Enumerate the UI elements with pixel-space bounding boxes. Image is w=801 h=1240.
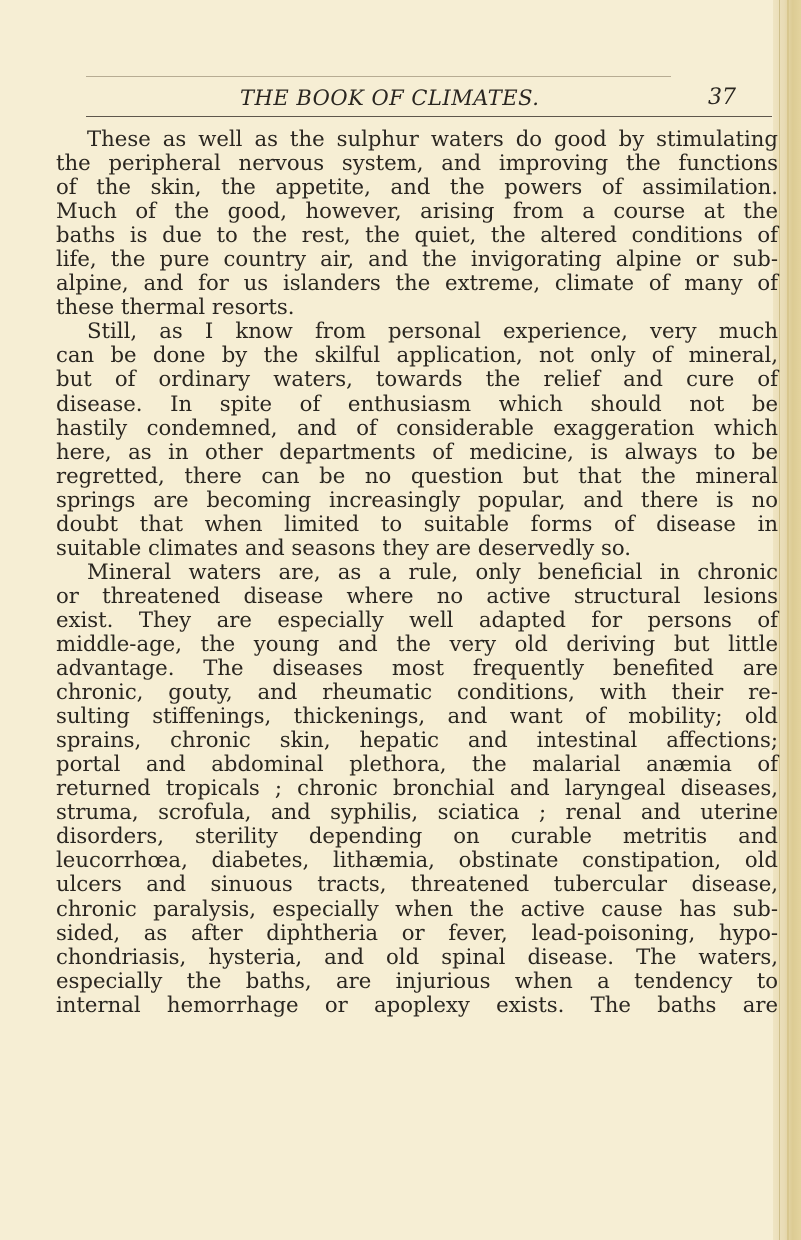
text-line: can be done by the skilful application, not only of mineral, — [56, 342, 778, 368]
text-line: alpine, and for us islanders the extreme, climate of many of — [56, 270, 778, 296]
text-line: but of ordinary waters, towards the relief and cure of — [56, 366, 778, 392]
text-line: these thermal resorts. — [56, 294, 295, 320]
body-text — [56, 127, 778, 1017]
text-line: advantage. The diseases most frequently benefited are — [56, 655, 778, 681]
text-line: of the skin, the appetite, and the powers of assimilation. — [56, 174, 778, 200]
text-line: returned tropicals ; chronic bronchial and laryngeal diseases, — [56, 775, 778, 801]
text-line: disorders, sterility depending on curable metritis and — [56, 823, 778, 849]
page-header — [86, 82, 772, 117]
text-line: chronic paralysis, especially when the active cause has sub- — [56, 895, 778, 921]
text-line: here, as in other departments of medicine, is always to be — [56, 438, 778, 464]
text-line: These as well as the sulphur waters do good by stimulating — [87, 126, 778, 151]
text-line: exist. They are especially well adapted for persons of — [56, 606, 778, 632]
text-line: chondriasis, hysteria, and old spinal disease. The waters, — [56, 943, 778, 969]
text-line: or threatened disease where no active structural lesions — [56, 582, 778, 608]
text-line: springs are becoming increasingly popular, and there is no — [56, 486, 778, 512]
text-line: doubt that when limited to suitable forms of disease in — [56, 510, 778, 536]
text-line: internal hemorrhage or apoplexy exists. The baths are — [56, 991, 778, 1017]
text-line: Still, as I know from personal experience, very much — [87, 318, 778, 344]
text-line: disease. In spite of enthusiasm which should not be — [56, 390, 778, 416]
text-line: chronic, gouty, and rheumatic conditions, with their re- — [56, 679, 778, 705]
text-line: especially the baths, are injurious when a tendency to — [56, 967, 778, 993]
text-line: struma, scrofula, and syphilis, sciatica ; renal and uterine — [56, 799, 778, 825]
text-line: hastily condemned, and of considerable exaggeration which — [56, 414, 778, 440]
text-line: sprains, chronic skin, hepatic and intestinal affections; — [56, 727, 778, 753]
text-line: leucorrhœa, diabetes, lithæmia, obstinate constipation, old — [56, 847, 778, 873]
text-line: suitable climates and seasons they are deservedly so. — [56, 534, 631, 560]
header-top-rule — [86, 76, 671, 77]
text-line: portal and abdominal plethora, the malarial anæmia of — [56, 751, 778, 777]
text-line: Much of the good, however, arising from a course at the — [56, 198, 778, 224]
text-line: the peripheral nervous system, and improving the functions — [56, 150, 778, 176]
page-number: 37 — [708, 85, 736, 110]
text-line: ulcers and sinuous tracts, threatened tubercular disease, — [56, 871, 778, 897]
text-line: life, the pure country air, and the invigorating alpine or sub- — [56, 246, 778, 272]
running-title: THE BOOK OF CLIMATES. — [240, 86, 540, 110]
text-line: Mineral waters are, as a rule, only beneficial in chronic — [87, 558, 778, 584]
text-line: sulting stiffenings, thickenings, and want of mobility; old — [56, 703, 778, 729]
text-line: middle-age, the young and the very old deriving but little — [56, 630, 778, 656]
text-line: baths is due to the rest, the quiet, the altered conditions of — [56, 222, 778, 248]
text-line: regretted, there can be no question but that the mineral — [56, 462, 778, 488]
text-line: sided, as after diphtheria or fever, lead-poisoning, hypo- — [56, 919, 778, 945]
